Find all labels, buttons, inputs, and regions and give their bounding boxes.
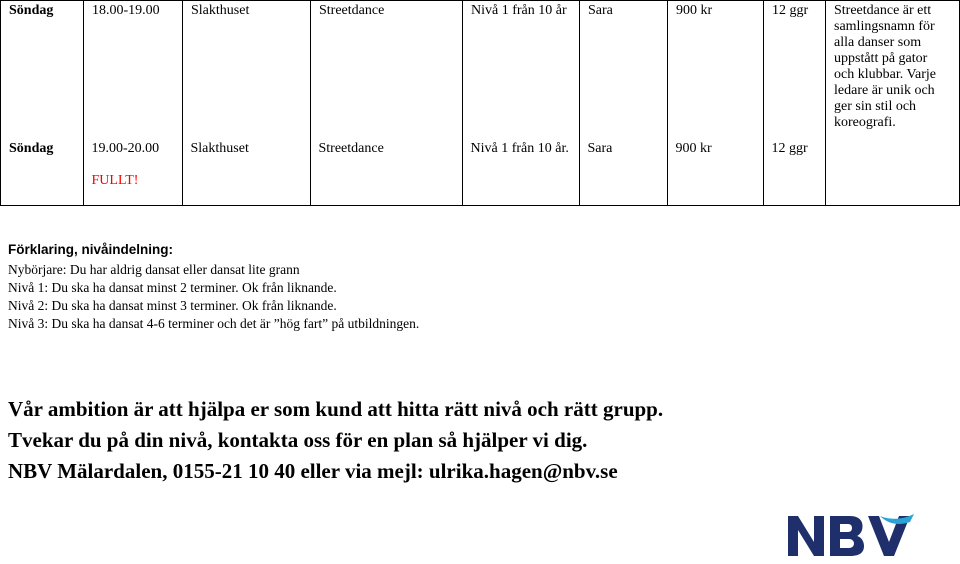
day-label: Söndag bbox=[9, 3, 54, 18]
sessions-cell bbox=[764, 1, 826, 206]
ambition-line: NBV Mälardalen, 0155-21 10 40 eller via mejl: ulrika.hagen@nbv.se bbox=[8, 459, 618, 483]
style-cell bbox=[311, 1, 463, 206]
ambition-line: Vår ambition är att hjälpa er som kund att hitta rätt nivå och rätt grupp. bbox=[8, 397, 664, 421]
day-label: Söndag bbox=[9, 141, 54, 156]
venue-label: Slakthuset bbox=[190, 140, 249, 156]
sessions-label: 12 ggr bbox=[772, 3, 809, 18]
price-cell bbox=[668, 1, 764, 206]
teacher-label: Sara bbox=[588, 3, 613, 18]
venue-label: Slakthuset bbox=[191, 3, 250, 18]
schedule-table bbox=[0, 0, 960, 206]
level-explanation bbox=[8, 242, 948, 334]
nbv-logo bbox=[786, 512, 916, 558]
time-label: 18.00-19.00 bbox=[92, 3, 160, 18]
time-label: 19.00-20.00 bbox=[91, 140, 160, 156]
ambition-line: Tvekar du på din nivå, kontakta oss för en plan så hjälper vi dig. bbox=[8, 428, 588, 452]
level-label: Nivå 1 från 10 år. bbox=[470, 140, 569, 156]
description-text: Streetdance är ett samlingsnamn för alla danser som uppstått på gator och klubbar. Varje ledare är unik och ger sin stil och koreografi. bbox=[834, 3, 936, 130]
time-cell bbox=[84, 1, 183, 206]
price-label: 900 kr bbox=[675, 140, 712, 156]
teacher-label: Sara bbox=[587, 140, 613, 156]
style-label: Streetdance bbox=[318, 140, 384, 156]
table-row bbox=[1, 1, 960, 206]
description-cell bbox=[826, 1, 960, 206]
full-badge: FULLT! bbox=[91, 172, 139, 188]
teacher-cell bbox=[580, 1, 668, 206]
style-label: Streetdance bbox=[319, 3, 385, 18]
explanation-heading: Förklaring, nivåindelning: bbox=[8, 242, 174, 257]
venue-cell bbox=[183, 1, 311, 206]
explanation-line: Nybörjare: Du har aldrig dansat eller dansat lite grann bbox=[8, 262, 300, 277]
price-label: 900 kr bbox=[676, 3, 713, 18]
explanation-line: Nivå 2: Du ska ha dansat minst 3 terminer. Ok från liknande. bbox=[8, 298, 337, 313]
ambition-text bbox=[8, 394, 948, 487]
day-cell bbox=[1, 1, 84, 206]
explanation-line: Nivå 3: Du ska ha dansat 4-6 terminer och det är ”hög fart” på utbildningen. bbox=[8, 316, 420, 331]
level-label: Nivå 1 från 10 år bbox=[471, 3, 567, 18]
explanation-line: Nivå 1: Du ska ha dansat minst 2 terminer. Ok från liknande. bbox=[8, 280, 337, 295]
level-cell bbox=[463, 1, 580, 206]
sessions-label: 12 ggr bbox=[771, 140, 808, 156]
